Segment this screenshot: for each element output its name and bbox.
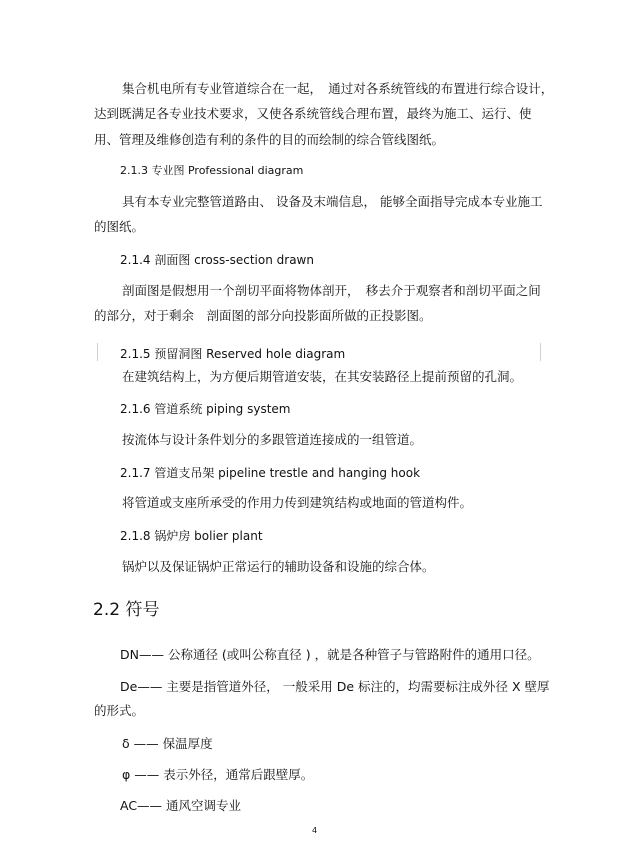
section-body-line: 将管道或支座所承受的作用力传到建筑结构或地面的管道构件。 <box>122 495 473 510</box>
section-body-line: 在建筑结构上，为方便后期管道安装，在其安装路径上提前预留的孔洞。 <box>122 369 523 384</box>
section-heading-2-1-6: 2.1.6 管道系统 piping system <box>120 402 291 416</box>
symbol-dn: DN—— 公称通径 (或叫公称直径 ) ，就是各种管子与管路附件的通用口径。 <box>120 647 540 662</box>
symbols-heading: 2.2 符号 <box>93 600 160 620</box>
section-body-line: 的部分，对于剩余 剖面图的部分向投影面所做的正投影图。 <box>94 308 432 323</box>
section-heading-2-1-8: 2.1.8 锅炉房 bolier plant <box>120 529 263 543</box>
symbol-de-line-1: De—— 主要是指管道外径， 一般采用 De 标注的，均需要标注成外径 X 壁厚 <box>120 679 550 694</box>
section-body-line: 的图纸。 <box>94 219 145 234</box>
section-body-line: 剖面图是假想用一个剖切平面将物体剖开， 移去介于观察者和剖切平面之间 <box>122 283 541 298</box>
intro-line-1: 集合机电所有专业管道综合在一起， 通过对各系统管线的布置进行综合设计， <box>122 81 554 96</box>
section-heading-2-1-4: 2.1.4 剖面图 cross-section drawn <box>120 253 314 267</box>
section-body-line: 具有本专业完整管道路由、 设备及末端信息， 能够全面指导完成本专业施工 <box>122 194 543 209</box>
intro-line-2: 达到既满足各专业技术要求，又使各系统管线合理布置，最终为施工、运行、使 <box>94 106 532 121</box>
section-body-line: 锅炉以及保证锅炉正常运行的辅助设备和设施的综合体。 <box>122 559 435 574</box>
symbol-delta: δ —— 保温厚度 <box>122 736 213 751</box>
page-number: 4 <box>312 826 318 835</box>
symbol-de-line-2: 的形式。 <box>94 703 145 718</box>
section-heading-2-1-3: 2.1.3 专业图 Professional diagram <box>120 164 304 177</box>
symbol-ac: AC—— 通风空调专业 <box>120 798 242 813</box>
section-body-line: 按流体与设计条件划分的多跟管道连接成的一组管道。 <box>122 432 423 447</box>
section-heading-2-1-5: 2.1.5 预留洞图 Reserved hole diagram <box>120 347 346 361</box>
symbol-phi: φ —— 表示外径，通常后跟壁厚。 <box>122 767 314 782</box>
intro-line-3: 用、管理及维修创造有利的条件的目的而绘制的综合管线图纸。 <box>94 132 445 147</box>
margin-mark-right <box>540 343 541 361</box>
margin-mark-left <box>97 343 98 361</box>
section-heading-2-1-7: 2.1.7 管道支吊架 pipeline trestle and hanging hook <box>120 466 421 480</box>
